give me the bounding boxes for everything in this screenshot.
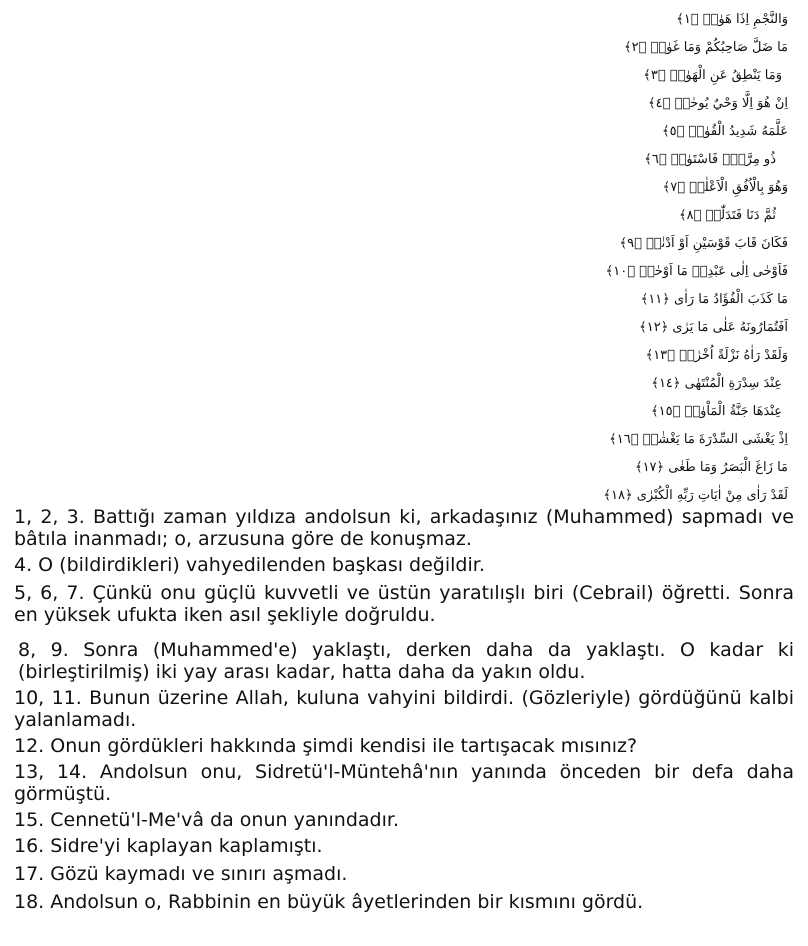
arabic-verse-8: ثُمَّ دَنَا فَتَدَلّٰىۙ ﴿٨﴾ [679,208,776,223]
translation-17: 17. Gözü kaymadı ve sınırı aşmadı. [14,863,348,885]
arabic-verse-4: اِنْ هُوَ اِلَّا وَحْيٌ يُوحٰىۙ ﴿٤﴾ [648,96,788,111]
translation-1-3: 1, 2, 3. Battığı zaman yıldıza andolsun ki, arkadaşınız (Muhammed) sapmadı ve bâtıla inanmadı; o, arzusuna göre de konuşmaz. [14,506,794,550]
arabic-verse-16: اِذْ يَغْشَى السِّدْرَةَ مَا يَغْشٰىۙ ﴿١٦﴾ [609,432,788,447]
arabic-verse-10: فَاَوْحٰى اِلٰى عَبْدِه۪ مَا اَوْحٰىۜ ﴿١٠﴾ [605,264,788,279]
arabic-verse-14: عِنْدَ سِدْرَةِ الْمُنْتَهٰى ﴿١٤﴾ [651,376,782,391]
arabic-verse-11: مَا كَذَبَ الْفُؤَادُ مَا رَاٰى ﴿١١﴾ [640,292,788,307]
arabic-verse-5: عَلَّمَهُ شَدِيدُ الْقُوٰىۙ ﴿٥﴾ [662,124,788,139]
arabic-verse-7: وَهُوَ بِالْاُفُقِ الْاَعْلٰىۜ ﴿٧﴾ [662,180,788,195]
translation-8-9: 8, 9. Sonra (Muhammed'e) yaklaştı, derken daha da yaklaştı. O kadar ki (birleştirilmiş) iki yay arası kadar, hatta daha da yakın oldu. [18,639,794,683]
translation-5-7: 5, 6, 7. Çünkü onu güçlü kuvvetli ve üstün yaratılışlı biri (Cebrail) öğretti. Sonra en yüksek ufukta iken asıl şekliyle doğruldu. [14,582,794,626]
arabic-verse-6: ذُو مِرَّةٍۜ فَاسْتَوٰىۙ ﴿٦﴾ [644,152,776,167]
translation-13-14: 13, 14. Andolsun onu, Sidretü'l-Müntehâ'nın yanında önceden bir defa daha görmüştü. [14,761,794,805]
arabic-verse-2: مَا ضَلَّ صَاحِبُكُمْ وَمَا غَوٰىۚ ﴿٢﴾ [624,40,788,55]
translation-4: 4. O (bildirdikleri) vahyedilenden başkası değildir. [14,554,485,576]
arabic-verse-1: وَالنَّجْمِ اِذَا هَوٰىۙ ﴿١﴾ [676,12,788,27]
arabic-verse-18: لَقَدْ رَاٰى مِنْ اٰيَاتِ رَبِّهِ الْكُبْرٰى ﴿١٨﴾ [603,488,788,503]
translation-15: 15. Cennetü'l-Me'vâ da onun yanındadır. [14,809,400,831]
translation-18: 18. Andolsun o, Rabbinin en büyük âyetlerinden bir kısmını gördü. [14,891,644,913]
arabic-verse-12: اَفَتُمَارُونَهُ عَلٰى مَا يَرٰى ﴿١٢﴾ [639,320,788,335]
arabic-verses [0,6,788,510]
arabic-verse-17: مَا زَاغَ الْبَصَرُ وَمَا طَغٰى ﴿١٧﴾ [634,460,788,475]
translation-12: 12. Onun gördükleri hakkında şimdi kendisi ile tartışacak mısınız? [14,735,638,757]
translation-16: 16. Sidre'yi kaplayan kaplamıştı. [14,835,323,857]
arabic-verse-3: وَمَا يَنْطِقُ عَنِ الْهَوٰىۜ ﴿٣﴾ [643,68,782,83]
arabic-verse-9: فَكَانَ قَابَ قَوْسَيْنِ اَوْ اَدْنٰىۚ ﴿٩﴾ [619,236,788,251]
arabic-verse-13: وَلَقَدْ رَاٰهُ نَزْلَةً اُخْرٰىۙ ﴿١٣﴾ [645,348,788,363]
arabic-verse-15: عِنْدَهَا جَنَّةُ الْمَاْوٰىۜ ﴿١٥﴾ [651,404,782,419]
turkish-translation [14,506,794,913]
translation-10-11: 10, 11. Bunun üzerine Allah, kuluna vahyini bildirdi. (Gözleriyle) gördüğünü kalbi yalanlamadı. [14,687,794,731]
